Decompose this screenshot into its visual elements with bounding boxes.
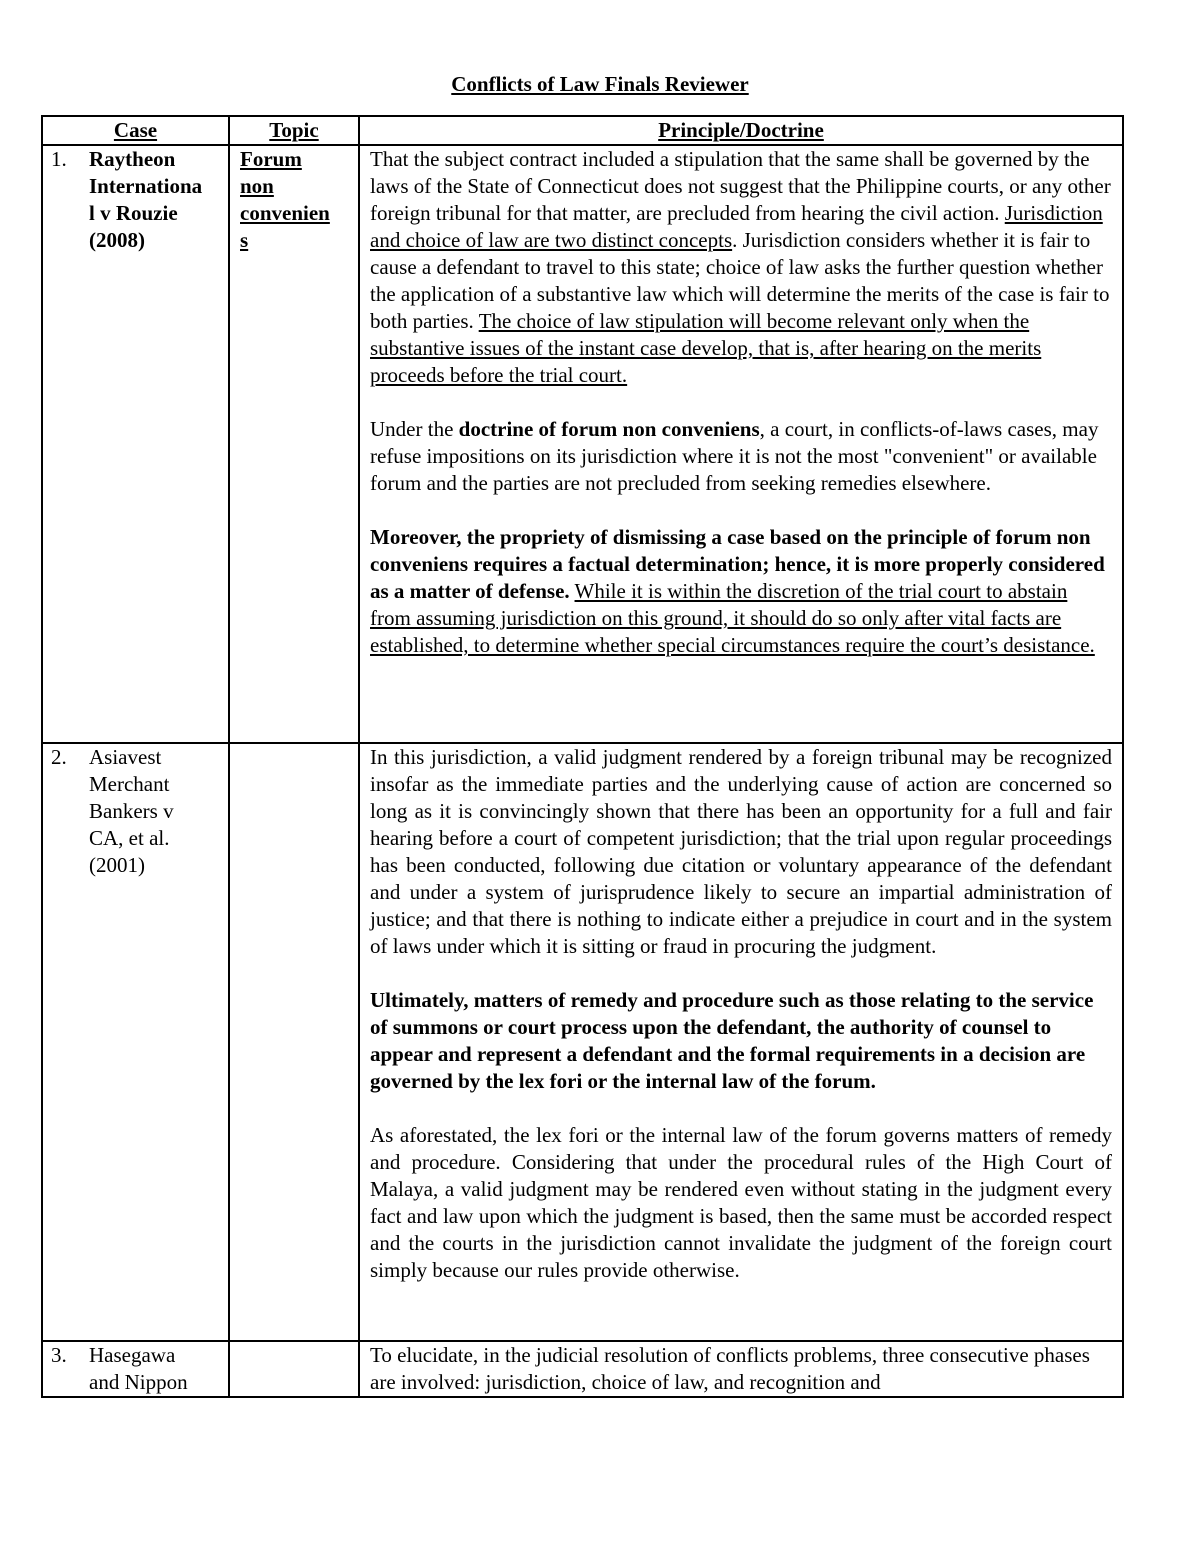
underlined-text: Jurisdiction and choice of law are two distinct concepts [370,201,1103,252]
case-cell [42,1341,229,1397]
underlined-text: The choice of law stipulation will become relevant only when the substantive issues of the instant case develop, that is, after hearing on the merits proceeds before the trial court. [370,309,1042,387]
header-topic: Topic [229,116,359,145]
case-number: 2. [51,745,67,769]
text-run: Under the [370,417,459,441]
text-run: . Jurisdiction considers whether it is fair to cause a defendant to travel to this state; choice of law asks the further question whether the application of a substantive law which will determine the merits of the case is fair to both parties. [370,228,1110,333]
principle-cell [359,743,1123,1341]
header-case: Case [42,116,229,145]
topic-cell [229,145,359,743]
principle-paragraph: Ultimately, matters of remedy and procedure such as those relating to the service of summons or court process upon the defendant, the authority of counsel to appear and represent a defendant and the formal requirements in a decision are governed by the lex fori or the internal law of the forum. [370,988,1094,1093]
case-number: 3. [51,1343,67,1367]
topic-text: Forum non convenien s [240,147,330,252]
case-cell [42,145,229,743]
header-principle: Principle/Doctrine [359,116,1123,145]
topic-cell [229,1341,359,1397]
text-run: That the subject contract included a stipulation that the same shall be governed by the laws of the State of Connecticut does not suggest that the Philippine courts, or any other foreign tribunal for that matter, are precluded from hearing the civil action. [370,147,1111,225]
bold-text: doctrine of forum non conveniens [458,417,760,441]
document-title: Conflicts of Law Finals Reviewer [451,72,749,96]
principle-cell [359,1341,1123,1397]
table-header-row [42,116,1123,145]
principle-paragraph: As aforestated, the lex fori or the internal law of the forum governs matters of remedy and procedure. Considering that under the procedural rules of the High Court of Malaya, a valid judgment may be rendered even without stating in the judgment every fact and law upon which the judgment is based, then the same must be accorded respect and the courts in the jurisdiction cannot invalidate the judgment of the foreign court simply because our rules provide otherwise. [370,1123,1112,1282]
case-name: Asiavest Merchant Bankers v CA, et al. (2001) [89,745,174,877]
principle-paragraph [370,146,1112,389]
bold-text: Moreover, the propriety of dismissing a case based on the principle of forum non conveniens requires a factual determination; hence, it is more properly considered as a matter of defense. [370,525,1105,603]
principle-paragraph: To elucidate, in the judicial resolution of conflicts problems, three consecutive phases are involved: jurisdiction, choice of law, and recognition and [370,1343,1090,1394]
principle-paragraph [370,416,1112,497]
text-run: , a court, in conflicts-of-laws cases, may refuse impositions on its jurisdiction where it is not the most "convenient" or available forum and the parties are not precluded from seeking remedies elsewhere. [370,417,1099,495]
case-name: Hasegawa and Nippon [89,1343,188,1394]
table-row [42,743,1123,1341]
case-name: Raytheon Internationa l v Rouzie (2008) [89,147,203,252]
reviewer-table [41,115,1124,1398]
underlined-text: While it is within the discretion of the trial court to abstain from assuming jurisdiction on this ground, it should do so only after vital facts are established, to determine whether special circumstances require the court’s desistance. [370,579,1095,657]
principle-paragraph: In this jurisdiction, a valid judgment rendered by a foreign tribunal may be recognized insofar as the immediate parties and the underlying cause of action are concerned so long as it is convincingly shown that there has been an opportunity for a full and fair hearing before a court of competent jurisdiction; that the trial upon regular proceedings has been conducted, following due citation or voluntary appearance of the defendant and under a system of jurisprudence likely to secure an impartial administration of justice; and that there is nothing to indicate either a prejudice in court and in the system of laws under which it is sitting or fraud in procuring the judgment. [370,745,1112,958]
topic-cell [229,743,359,1341]
principle-cell [359,145,1123,743]
table-row [42,1341,1123,1397]
principle-paragraph [370,524,1112,659]
table-row [42,145,1123,743]
case-number: 1. [51,147,67,171]
case-cell [42,743,229,1341]
